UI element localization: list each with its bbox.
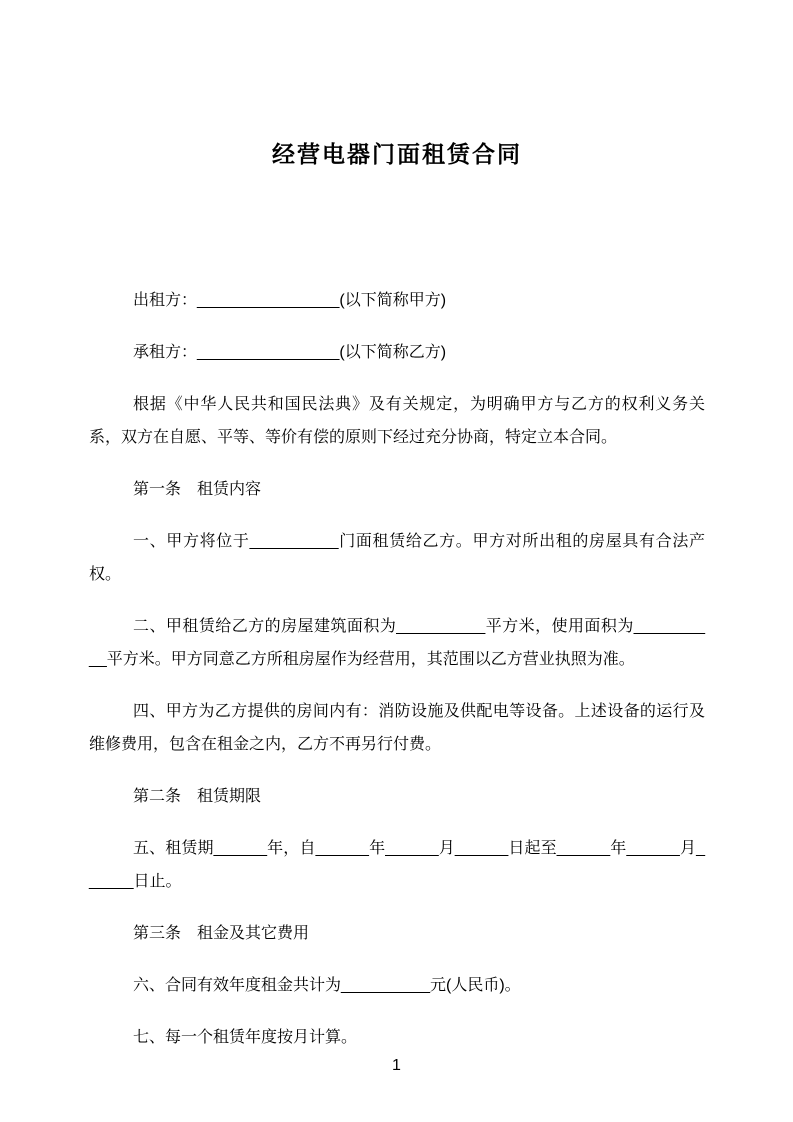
paragraph-lessee: 承租方：________________(以下简称乙方) [133,344,447,361]
paragraph-clause-7: 七、每一个租赁年度按月计算。 [133,1029,358,1046]
paragraph-clause-6: 六、合同有效年度租金共计为__________元(人民币)。 [133,977,521,994]
paragraph-clause-2: 二、甲租赁给乙方的房屋建筑面积为__________平方米，使用面积为________ __平方米。甲方同意乙方所租房屋作为经营用，其范围以乙方营业执照为准。 [89,618,710,668]
page-number: 1 [392,1057,401,1074]
paragraph-lessor: 出租方：________________(以下简称甲方) [133,292,447,309]
document-body [89,284,710,1054]
document-title: 经营电器门面租赁合同 [272,141,522,167]
heading-article-3: 第三条 租金及其它费用 [133,925,310,942]
paragraph-clause-1: 一、甲方将位于__________门面租赁给乙方。甲方对所出租的房屋具有合法产权。 [89,533,705,583]
heading-article-2: 第二条 租赁期限 [133,788,262,805]
paragraph-clause-4: 四、甲方为乙方提供的房间内有：消防设施及供配电等设备。上述设备的运行及维修费用，包含在租金之内，乙方不再另行付费。 [89,703,705,753]
paragraph-clause-5: 五、租赁期______年，自______年______月______日起至______年______月______日止。 [89,840,705,890]
heading-article-1: 第一条 租赁内容 [133,481,262,498]
paragraph-preamble: 根据《中华人民共和国民法典》及有关规定，为明确甲方与乙方的权利义务关系，双方在自愿、平等、等价有偿的原则下经过充分协商，特定立本合同。 [89,396,705,446]
